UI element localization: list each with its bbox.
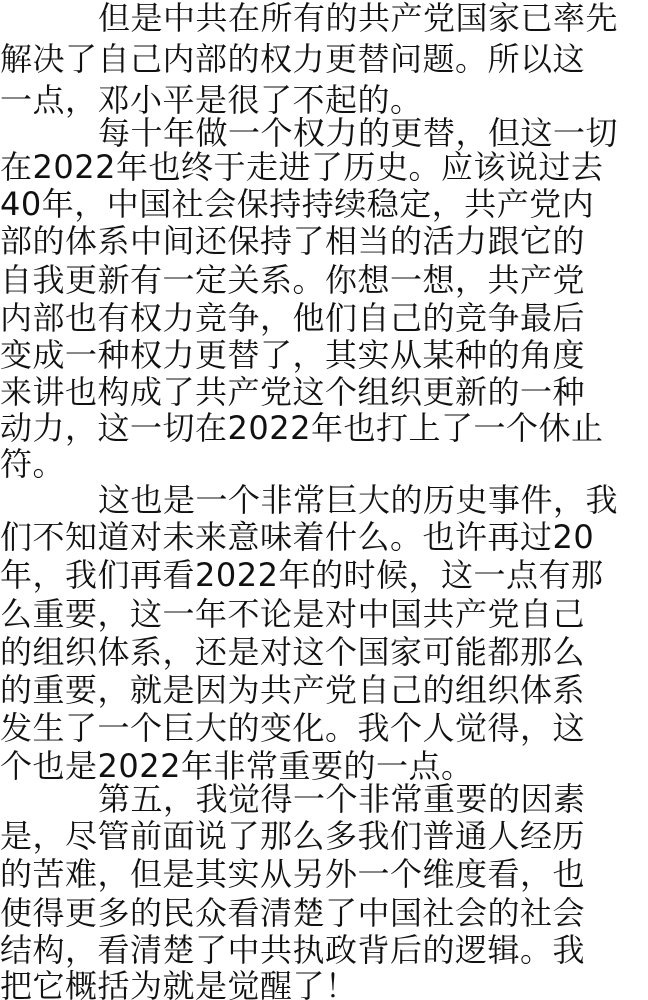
text-line: 把它概括为就是觉醒了！ <box>0 967 358 1000</box>
text-line: 但是中共在所有的共产党国家已率先 <box>98 0 619 37</box>
text-line: 第五，我觉得一个非常重要的因素 <box>98 780 586 818</box>
text-line: 们不知道对未来意味着什么。也许再过20 <box>0 518 595 556</box>
text-line: 每十年做一个权力的更替，但这一切 <box>98 114 619 152</box>
text-line: 自我更新有一定关系。你想一想，共产党 <box>0 261 586 299</box>
text-line: 使得更多的民众看清楚了中国社会的社会 <box>0 894 586 932</box>
text-line: 变成一种权力更替了，其实从某种的角度 <box>0 336 586 374</box>
text-line: 来讲也构成了共产党这个组织更新的一种 <box>0 373 586 411</box>
text-line: 年，我们再看2022年的时候，这一点有那 <box>0 556 604 594</box>
text-line: 么重要，这一年不论是对中国共产党自己 <box>0 595 586 633</box>
text-line: 40年，中国社会保持持续稳定，共产党内 <box>0 185 595 223</box>
text-line: 符。 <box>0 445 66 483</box>
text-line: 是，尽管前面说了那么多我们普通人经历 <box>0 817 586 855</box>
text-line: 个也是2022年非常重要的一点。 <box>0 747 474 785</box>
text-line: 结构，看清楚了中共执政背后的逻辑。我 <box>0 931 586 969</box>
text-line: 一点，邓小平是很了不起的。 <box>0 81 423 119</box>
text-line: 动力，这一切在2022年也打上了一个休止 <box>0 409 604 447</box>
text-line: 这也是一个非常巨大的历史事件，我 <box>98 481 619 519</box>
text-line: 的重要，就是因为共产党自己的组织体系 <box>0 671 586 709</box>
text-line: 部的体系中间还保持了相当的活力跟它的 <box>0 222 586 260</box>
text-line: 发生了一个巨大的变化。我个人觉得，这 <box>0 709 586 747</box>
text-line: 的苦难，但是其实从另外一个维度看，也 <box>0 855 586 893</box>
text-line: 的组织体系，还是对这个国家可能都那么 <box>0 633 586 671</box>
text-line: 在2022年也终于走进了历史。应该说过去 <box>0 148 604 186</box>
text-line: 内部也有权力竞争，他们自己的竞争最后 <box>0 299 586 337</box>
text-line: 解决了自己内部的权力更替问题。所以这 <box>0 40 586 78</box>
